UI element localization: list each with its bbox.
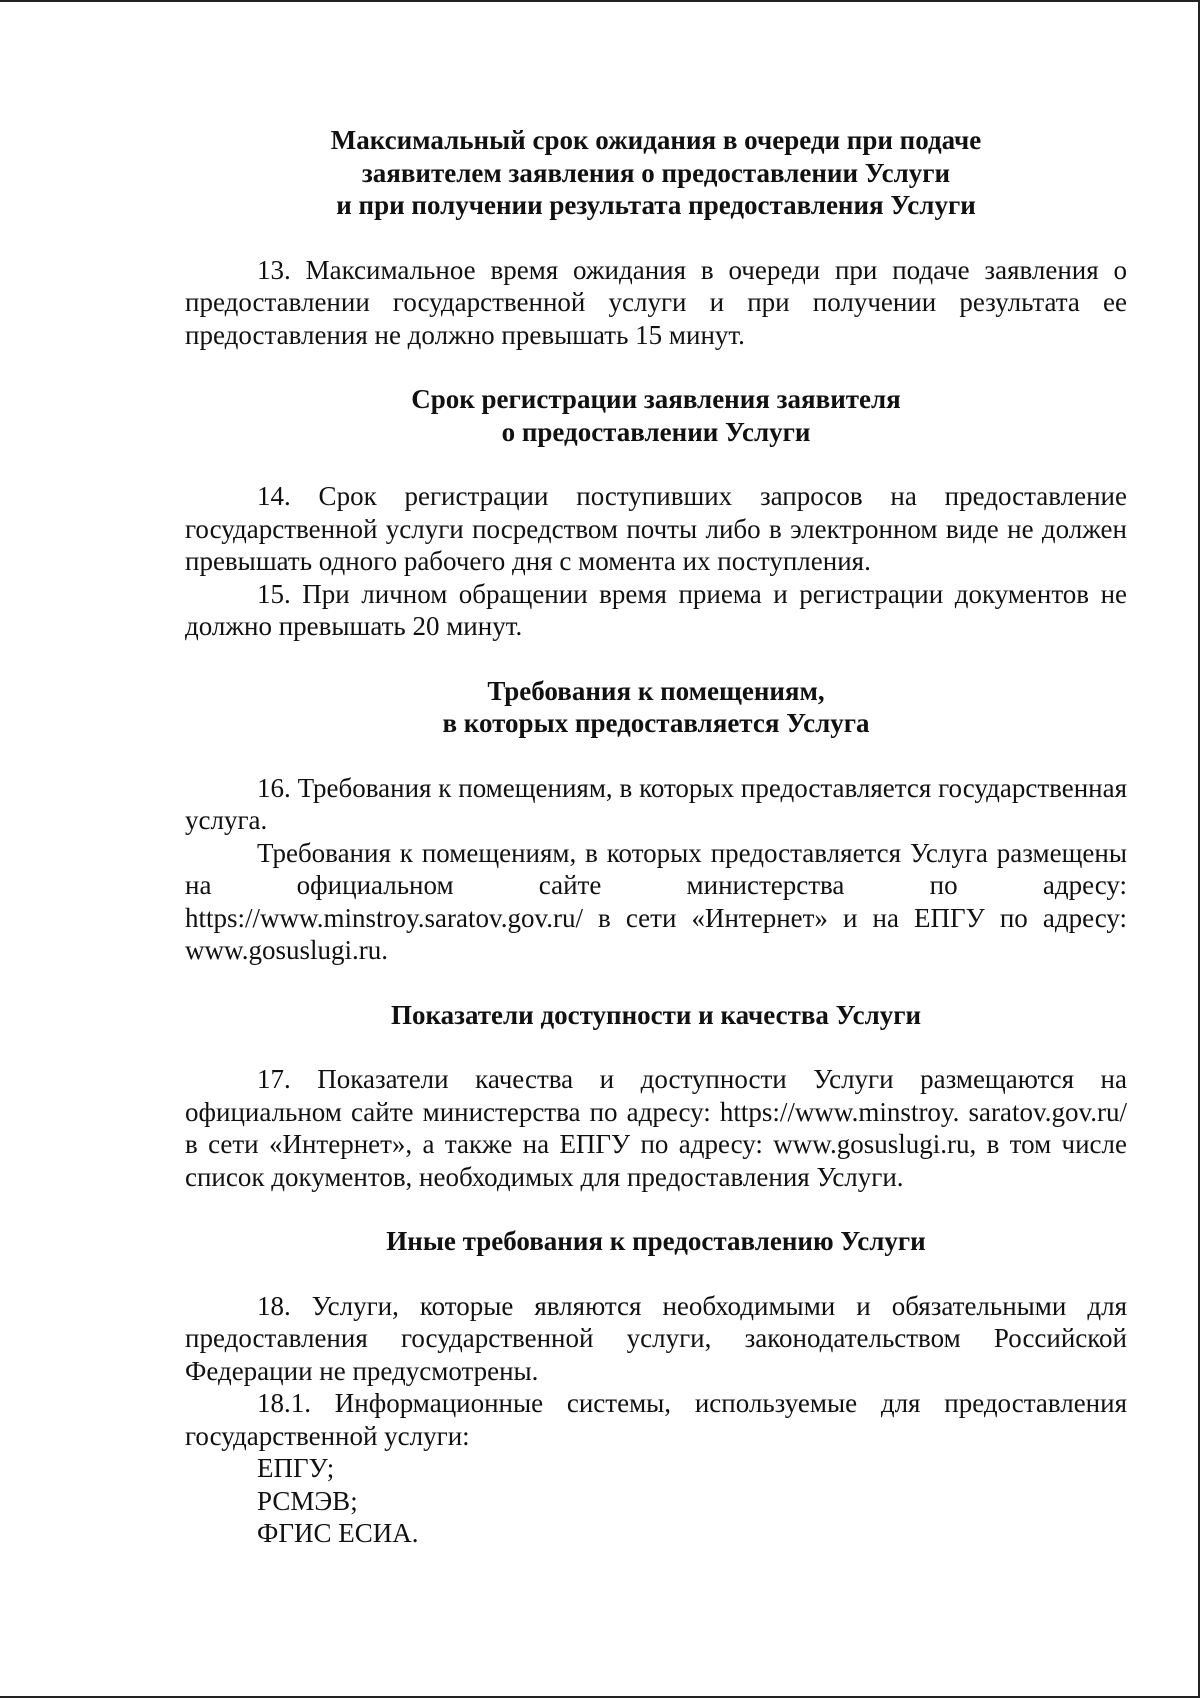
section-heading-other-requirements bbox=[185, 1225, 1127, 1258]
document-body bbox=[185, 124, 1127, 1550]
heading-line: заявителем заявления о предоставлении Услуги bbox=[361, 157, 951, 188]
paragraph-14: 14. Срок регистрации поступивших запросов на предоставление государственной услуги посредством почты либо в электронном виде не должен превышать одного рабочего дня с момента их поступления. bbox=[185, 481, 1127, 576]
list-item-rsmev: РСМЭВ; bbox=[257, 1485, 358, 1516]
list-item-epgu: ЕПГУ; bbox=[257, 1453, 335, 1483]
heading-line: в которых предоставляется Услуга bbox=[442, 708, 870, 738]
paragraph-16: 16. Требования к помещениям, в которых предоставляется государственная услуга. bbox=[185, 772, 1127, 835]
section-heading-queue-time bbox=[185, 124, 1127, 222]
list-item-fgis-esia: ФГИС ЕСИА. bbox=[257, 1518, 419, 1548]
section-heading-quality-indicators bbox=[185, 999, 1127, 1032]
heading-line: Иные требования к предоставлению Услуги bbox=[386, 1226, 926, 1256]
paragraph-16-details: Требования к помещениям, в которых предоставляется Услуга размещены на официальном сайте министерства по адресу: https://www.minstroy.saratov.gov.ru/ в сети «Интернет» и на ЕПГУ по адресу: www.gosuslugi.ru. bbox=[185, 837, 1127, 965]
scan-edge-top bbox=[0, 0, 1200, 2]
section-heading-premises-requirements bbox=[185, 675, 1127, 740]
section-heading-registration-term bbox=[185, 383, 1127, 448]
heading-line: и при получении результата предоставления Услуги bbox=[336, 190, 976, 220]
heading-line: Показатели доступности и качества Услуги bbox=[390, 999, 922, 1030]
paragraph-18-1: 18.1. Информационные системы, используемые для предоставления государственной услуги: bbox=[185, 1388, 1127, 1451]
paragraph-17: 17. Показатели качества и доступности Услуги размещаются на официальном сайте министерства по адресу: https://www.minstroy. saratov.gov.ru/ в сети «Интернет», а также на ЕПГУ по адресу: www.gosuslugi.ru, в том числе список документов, необходимых для предоставления Услуги. bbox=[185, 1064, 1127, 1192]
heading-line: о предоставлении Услуги bbox=[501, 416, 811, 447]
heading-line: Требования к помещениям, bbox=[487, 675, 825, 706]
paragraph-13: 13. Максимальное время ожидания в очереди при подаче заявления о предоставлении государственной услуги и при получении результата ее предоставления не должно превышать 15 минут. bbox=[185, 254, 1127, 350]
paragraph-15: 15. При личном обращении время приема и регистрации документов не должно превышать 20 минут. bbox=[185, 578, 1127, 641]
heading-line: Срок регистрации заявления заявителя bbox=[411, 384, 901, 414]
paragraph-18: 18. Услуги, которые являются необходимыми и обязательными для предоставления государственной услуги, законодательством Российской Федерации не предусмотрены. bbox=[185, 1290, 1127, 1386]
heading-line: Максимальный срок ожидания в очереди при подаче bbox=[330, 125, 982, 155]
